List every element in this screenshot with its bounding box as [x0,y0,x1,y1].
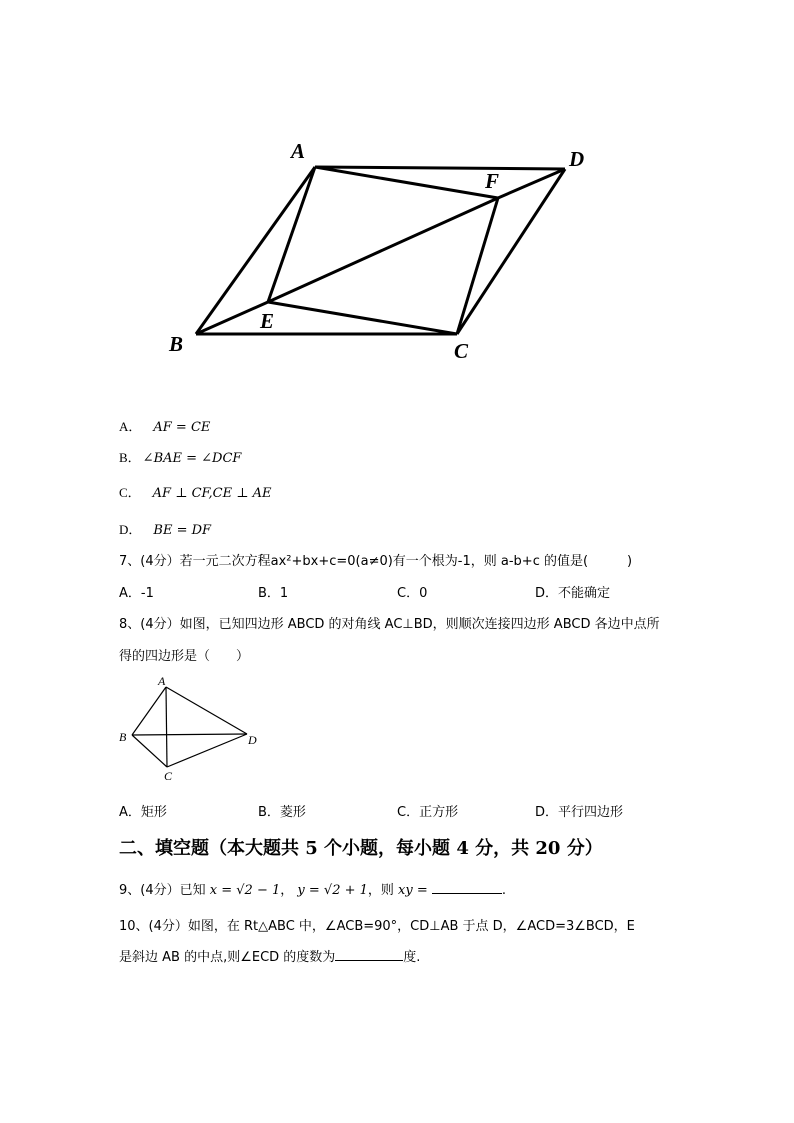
q10-line2 [119,946,420,965]
segment-ef [268,198,498,302]
q6-option-b-math: ∠BAE = ∠DCF [142,451,242,466]
q9-prefix: 9、(4分）已知 [119,883,206,898]
q9-xy: xy = [398,883,428,898]
label-c: C [454,339,469,363]
q6-option-c [119,482,271,501]
q7-stem: 7、(4分）若一元二次方程ax²+bx+c=0(a≠0)有一个根为-1，则 a-b+c 的值是( ) [119,554,633,569]
label-b: B [119,730,127,744]
section-title: 二、填空题（本大题共 5 个小题，每小题 4 分，共 20 分） [119,838,603,859]
segment-af [315,167,498,198]
diagonal-bd [132,734,247,735]
q6-option-b-label: B． [119,450,141,465]
segment-cd [167,734,247,767]
q9-mid: ，则 [367,883,394,898]
q10-line2-text: 是斜边 AB 的中点,则∠ECD 的度数为 [119,950,336,965]
segment-fc [457,198,498,334]
q10-line2-end: 度. [403,950,421,965]
q9-x-expression: x = √2 − 1 [209,883,281,898]
q8-option-c: C．正方形 [397,805,459,820]
label-a: A [291,139,306,163]
q7-option-b: B．1 [258,586,289,601]
q6-option-d-math: BE = DF [153,523,212,538]
q7-option-d: D．不能确定 [535,586,611,601]
diagonal-ac [166,687,167,767]
q8-stem-line2: 得的四边形是（ ） [119,649,250,664]
q6-option-c-math: AF ⊥ CF,CE ⊥ AE [152,486,272,501]
label-f: F [485,169,500,193]
segment-ab [132,687,166,735]
q8-option-d: D．平行四边形 [535,805,624,820]
segment-da [166,687,247,734]
label-a: A [158,674,166,688]
segment-ad [315,167,565,169]
label-e: E [260,309,275,333]
quadrilateral-figure [114,670,264,786]
q6-option-d-label: D． [119,522,142,537]
q9-answer-blank[interactable] [432,881,502,894]
label-b: B [169,332,184,356]
q10-answer-blank[interactable] [335,948,403,961]
parallelogram-figure [160,135,600,370]
q9-end: . [501,883,507,898]
q6-option-a-label: A． [119,419,142,434]
q6-option-a [119,416,210,435]
segment-ec [268,302,457,334]
q6-option-b [119,447,241,466]
q6-option-d [119,519,211,538]
label-d: D [569,147,585,171]
segment-ae [268,167,315,302]
q9-y-expression: y = √2 + 1 [297,883,368,898]
q7-option-c: C．0 [397,586,428,601]
label-c: C [164,769,173,783]
q8-stem-line1: 8、(4分）如图，已知四边形 ABCD 的对角线 AC⊥BD，则顺次连接四边形 ABCD 各边中点所 [119,617,660,632]
q6-option-a-math: AF = CE [153,420,211,435]
q7-option-a: A．-1 [119,586,154,601]
q8-option-b: B．菱形 [258,805,306,820]
label-d: D [248,733,257,747]
q9 [119,879,506,898]
q6-option-c-label: C． [119,485,141,500]
q9-separator: ， [280,883,294,898]
q10-line1: 10、(4分）如图，在 Rt△ABC 中，∠ACB=90°，CD⊥AB 于点 D，∠ACD=3∠BCD，E [119,919,635,934]
segment-bc [132,735,167,767]
q8-option-a: A．矩形 [119,805,167,820]
